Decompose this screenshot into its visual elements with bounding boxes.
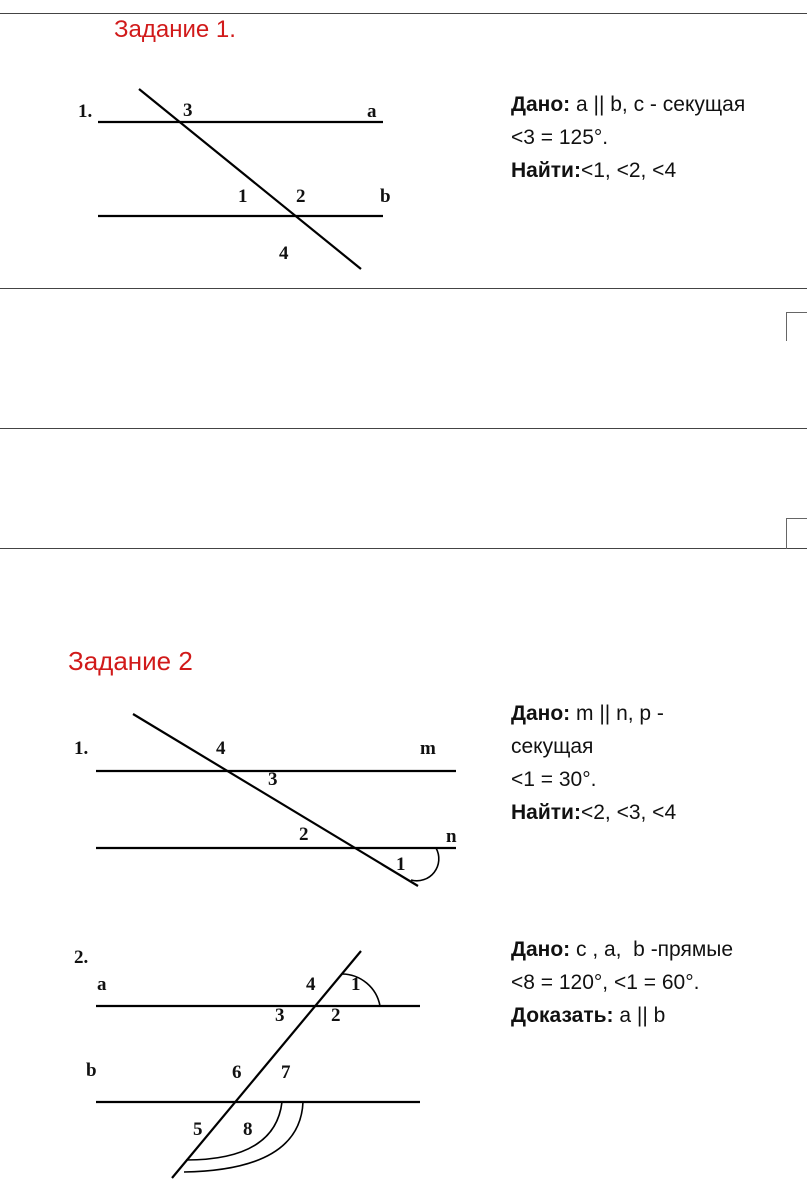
task2-p2-given-block xyxy=(511,933,801,1032)
line-label-a: a xyxy=(97,974,107,995)
angle-arc-1 xyxy=(411,848,439,881)
line-label-n: n xyxy=(446,826,457,847)
given-label: Дано: xyxy=(511,93,571,116)
task2-title: Задание 2 xyxy=(68,646,193,676)
angle-label-1: 1 xyxy=(238,186,248,207)
problem-number: 2. xyxy=(74,947,89,968)
angle-label-2: 2 xyxy=(296,186,306,207)
prove-text: a || b xyxy=(613,1004,666,1027)
task2-p1-given-block xyxy=(511,697,796,829)
find-text: <1, <2, <4 xyxy=(580,159,677,182)
prove-label: Доказать: xyxy=(511,1004,614,1027)
angle-label-4: 4 xyxy=(306,974,316,995)
angle-label-2: 2 xyxy=(299,824,309,845)
angle-arc-1 xyxy=(342,974,380,1006)
angle-label-1: 1 xyxy=(351,974,361,995)
problem-number: 1. xyxy=(78,101,93,122)
task1-diagram xyxy=(78,89,391,269)
find-label: Найти: xyxy=(511,801,581,824)
task2-diagram-2 xyxy=(74,947,420,1178)
given-line xyxy=(511,933,801,966)
task1-title: Задание 1. xyxy=(114,16,236,43)
find-label: Найти: xyxy=(511,159,581,182)
angle-label-2: 2 xyxy=(331,1005,341,1026)
task1-given-block xyxy=(511,88,801,187)
line-label-b: b xyxy=(86,1060,97,1081)
secant-p xyxy=(133,714,418,886)
given-line: <3 = 125°. xyxy=(511,126,609,149)
given-text: m || n, p - xyxy=(570,702,664,725)
angle-label-8: 8 xyxy=(243,1119,253,1140)
given-text: a || b, c - секущая xyxy=(570,93,746,116)
given-text: c , a, b -прямые xyxy=(570,938,734,961)
secant-c xyxy=(139,89,361,269)
line-label-a: a xyxy=(367,101,377,122)
angle-label-1: 1 xyxy=(396,854,406,875)
angle-label-7: 7 xyxy=(281,1062,291,1083)
find-line xyxy=(511,796,796,829)
angle-label-5: 5 xyxy=(193,1119,203,1140)
angle-label-6: 6 xyxy=(232,1062,242,1083)
given-line: <8 = 120°, <1 = 60°. xyxy=(511,971,700,994)
task2-diagram-1 xyxy=(74,714,457,886)
secant-c xyxy=(172,951,361,1178)
given-line: секущая xyxy=(511,735,594,758)
given-line xyxy=(511,88,801,121)
angle-label-3: 3 xyxy=(268,769,278,790)
given-label: Дано: xyxy=(511,938,571,961)
angle-label-4: 4 xyxy=(279,243,289,264)
given-label: Дано: xyxy=(511,702,571,725)
given-line xyxy=(511,697,796,730)
angle-label-3: 3 xyxy=(275,1005,285,1026)
find-line xyxy=(511,154,801,187)
find-text: <2, <3, <4 xyxy=(580,801,677,824)
given-line: <1 = 30°. xyxy=(511,768,597,791)
line-label-m: m xyxy=(420,738,436,759)
problem-number: 1. xyxy=(74,738,89,759)
angle-label-3: 3 xyxy=(183,100,193,121)
prove-line xyxy=(511,999,801,1032)
line-label-b: b xyxy=(380,186,391,207)
angle-label-4: 4 xyxy=(216,738,226,759)
